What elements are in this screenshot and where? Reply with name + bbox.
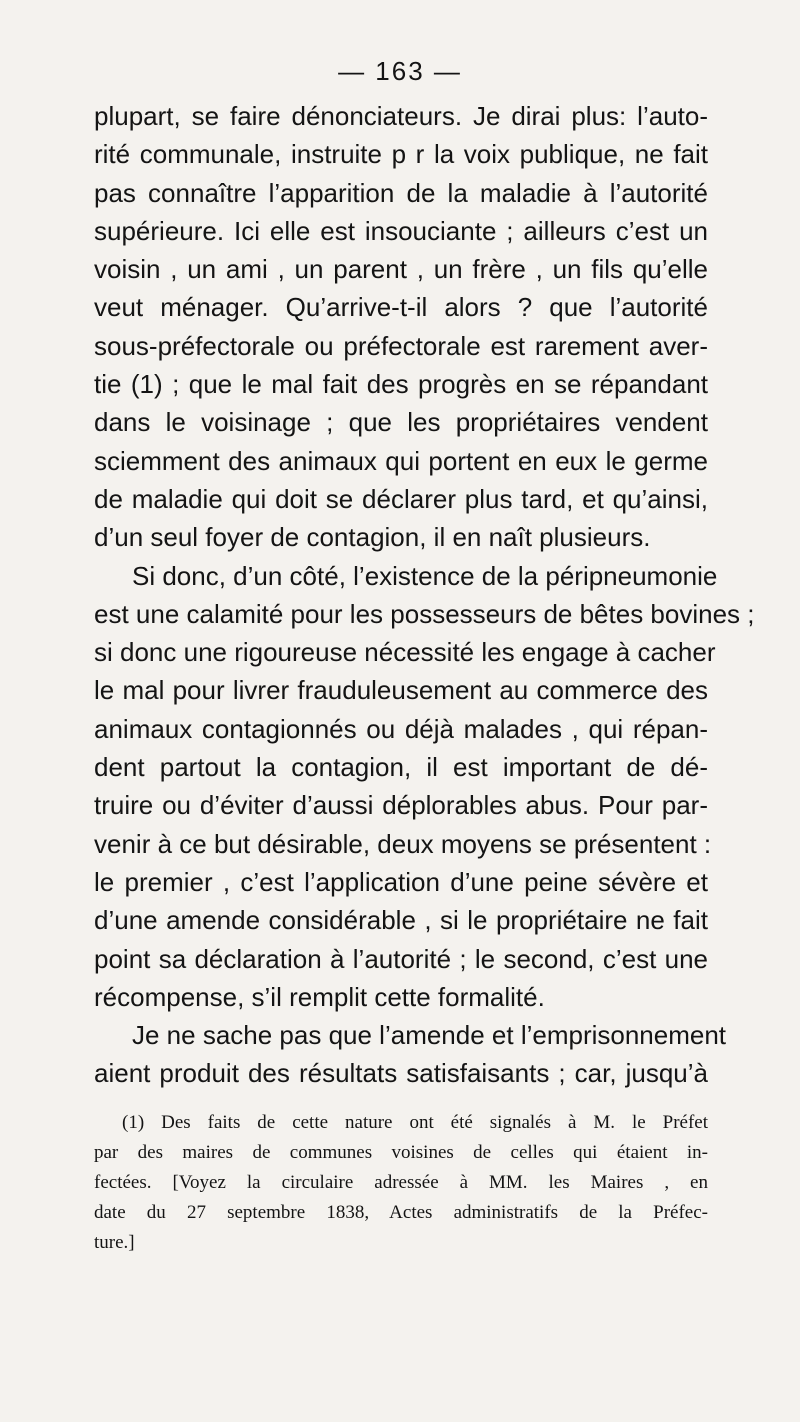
text-line: dent partout la contagion, il est important de dé- xyxy=(94,752,708,783)
text-line: rité communale, instruite p r la voix publique, ne fait xyxy=(94,139,708,170)
text-line: plupart, se faire dénonciateurs. Je dirai plus: l’auto- xyxy=(94,101,708,131)
text-line: truire ou d’éviter d’aussi déplorables abus. Pour par- xyxy=(94,790,708,821)
footnote-line: par des maires de communes voisines de celles qui étaient in- xyxy=(94,1142,708,1163)
footnote-line: (1) Des faits de cette nature ont été signalés à M. le Préfet xyxy=(122,1112,708,1133)
text-line: veut ménager. Qu’arrive-t-il alors ? que l’autorité xyxy=(94,292,708,323)
text-line: de maladie qui doit se déclarer plus tard, et qu’ainsi, xyxy=(94,483,708,514)
text-line: le mal pour livrer frauduleusement au commerce des xyxy=(94,675,708,706)
text-line: est une calamité pour les possesseurs de bêtes bovines ; xyxy=(94,598,755,629)
text-line: supérieure. Ici elle est insouciante ; ailleurs c’est un xyxy=(94,215,708,246)
text-line: point sa déclaration à l’autorité ; le second, c’est une xyxy=(94,943,708,974)
footnote-line: ture.] xyxy=(94,1232,135,1253)
text-line: voisin , un ami , un parent , un frère , un fils qu’elle xyxy=(94,254,708,285)
text-line: aient produit des résultats satisfaisants ; car, jusqu’à xyxy=(94,1058,708,1089)
text-line: sous-préfectorale ou préfectorale est rarement aver- xyxy=(94,330,708,361)
text-line: pas connaître l’apparition de la maladie à l’autorité xyxy=(94,177,708,208)
text-line: tie (1) ; que le mal fait des progrès en se répandant xyxy=(94,369,708,400)
footnote xyxy=(94,1108,708,1258)
paragraph-first-line: Je ne sache pas que l’amende et l’emprisonnement xyxy=(132,1020,727,1051)
footnote-line: date du 27 septembre 1838, Actes administratifs de la Préfec- xyxy=(94,1202,708,1223)
paragraph-last-line: d’un seul foyer de contagion, il en naît plusieurs. xyxy=(94,522,651,553)
footnote-line: fectées. [Voyez la circulaire adressée à MM. les Maires , en xyxy=(94,1172,708,1193)
text-line: d’une amende considérable , si le propriétaire ne fait xyxy=(94,905,708,936)
text-line: le premier , c’est l’application d’une peine sévère et xyxy=(94,866,708,897)
paragraph-first-line: Si donc, d’un côté, l’existence de la péripneumonie xyxy=(132,560,718,591)
text-line: si donc une rigoureuse nécessité les engage à cacher xyxy=(94,637,716,668)
text-line: animaux contagionnés ou déjà malades , qui répan- xyxy=(94,713,708,744)
text-line: sciemment des animaux qui portent en eux le germe xyxy=(94,445,708,476)
main-text xyxy=(94,97,755,1093)
text-line: dans le voisinage ; que les propriétaires vendent xyxy=(94,407,708,438)
page-number: — 163 — xyxy=(338,56,462,86)
text-line: venir à ce but désirable, deux moyens se présentent : xyxy=(94,828,712,859)
paragraph-last-line: récompense, s’il remplit cette formalité. xyxy=(94,981,545,1012)
